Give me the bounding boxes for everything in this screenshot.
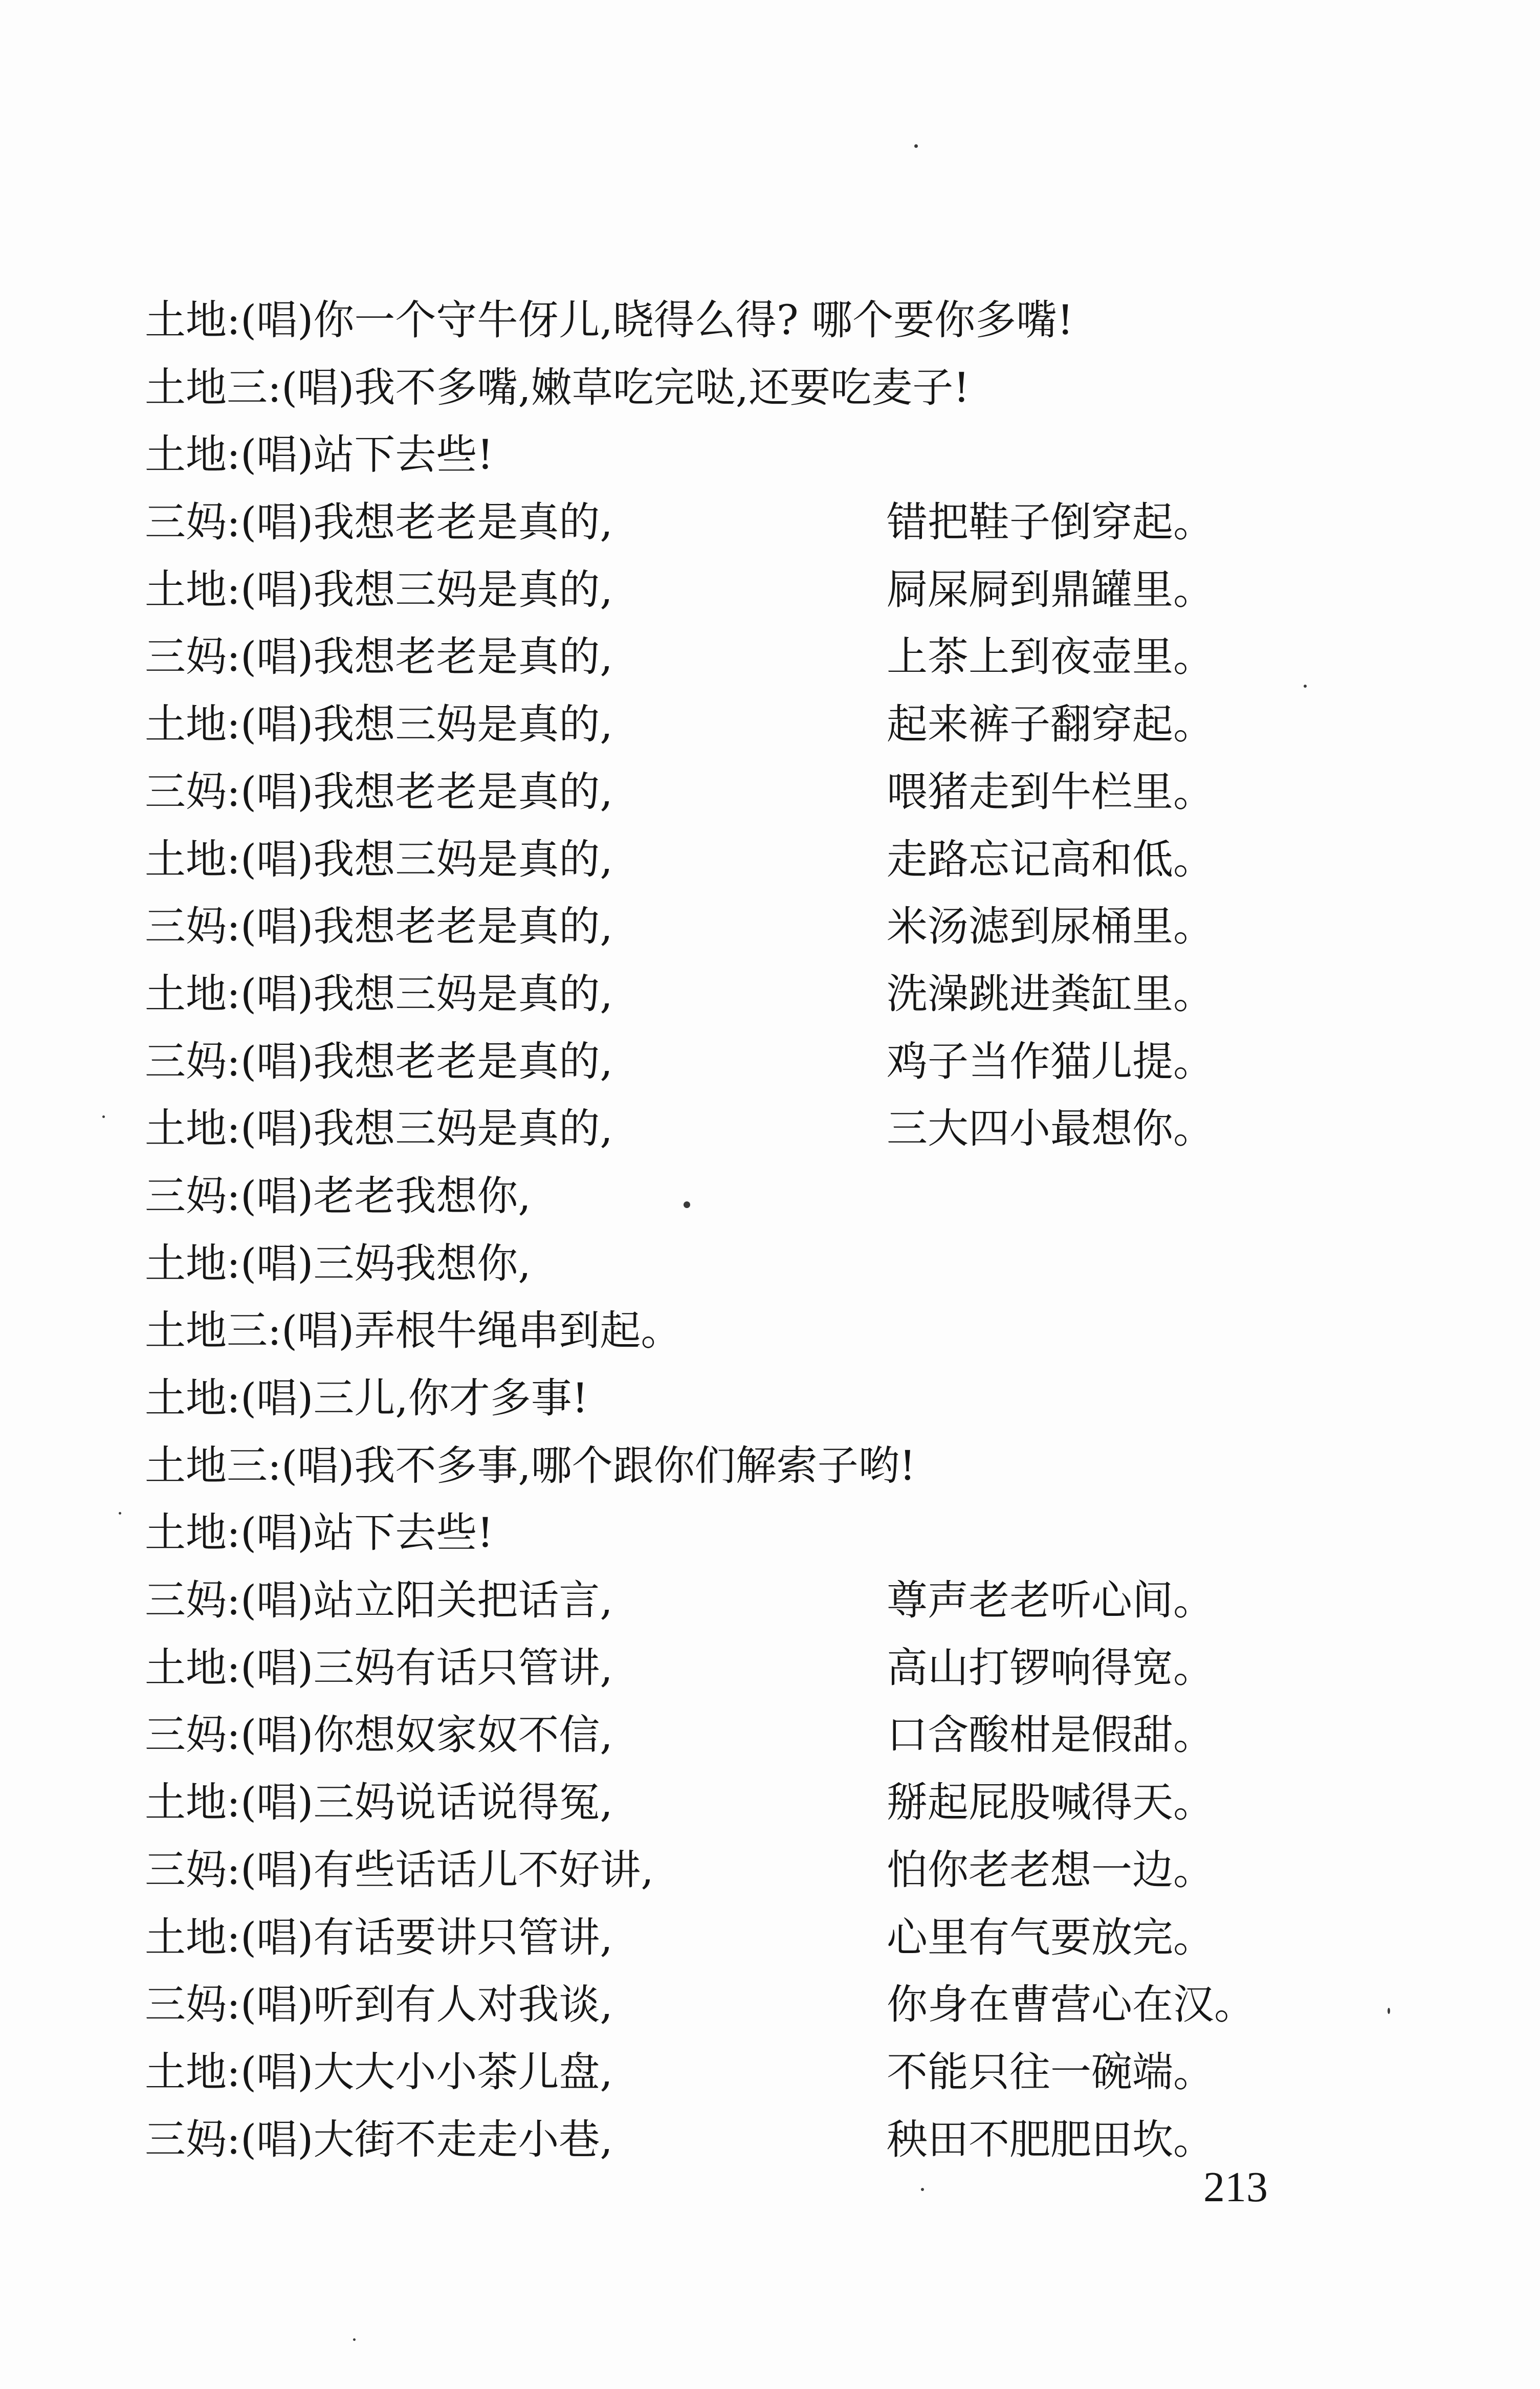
scan-speck bbox=[684, 1201, 690, 1208]
script-line bbox=[145, 1230, 1388, 1298]
verse-second-half: 鸡子当作猫儿提。 bbox=[887, 1037, 1214, 1085]
verse-first-half: 土地:(唱)我想三妈是真的, bbox=[145, 700, 613, 749]
verse-first-half: 土地:(唱)三妈有话只管讲, bbox=[145, 1643, 613, 1692]
verse-second-half: 错把鞋子倒穿起。 bbox=[887, 498, 1214, 546]
line-text: 土地三:(唱)我不多嘴,嫩草吃完哒,还要吃麦子! bbox=[145, 363, 970, 411]
verse-first-half: 土地:(唱)大大小小茶儿盘, bbox=[145, 2048, 613, 2096]
verse-second-half: 口含酸柑是假甜。 bbox=[887, 1711, 1214, 1759]
script-line bbox=[145, 1297, 1388, 1365]
verse-first-half: 土地:(唱)有话要讲只管讲, bbox=[145, 1913, 613, 1961]
verse-line bbox=[145, 2106, 1388, 2174]
verse-second-half: 你身在曹营心在汉。 bbox=[887, 1981, 1255, 2029]
verse-first-half: 三妈:(唱)你想奴家奴不信, bbox=[145, 1711, 613, 1759]
script-line bbox=[145, 354, 1388, 422]
line-text: 土地三:(唱)弄根牛绳串到起。 bbox=[145, 1307, 682, 1355]
verse-line bbox=[145, 960, 1388, 1028]
verse-line bbox=[145, 623, 1388, 691]
scan-speck bbox=[102, 1115, 105, 1118]
script-line bbox=[145, 1432, 1388, 1500]
scan-speck bbox=[921, 2188, 924, 2191]
verse-line bbox=[145, 758, 1388, 826]
verse-first-half: 三妈:(唱)我想老老是真的, bbox=[145, 633, 613, 681]
verse-second-half: 上茶上到夜壶里。 bbox=[887, 633, 1214, 681]
verse-second-half: 秧田不肥肥田坎。 bbox=[887, 2115, 1214, 2163]
verse-line bbox=[145, 826, 1388, 893]
scan-speck bbox=[353, 2338, 356, 2341]
verse-second-half: 不能只往一碗端。 bbox=[887, 2048, 1214, 2096]
line-text: 土地:(唱)站下去些! bbox=[145, 1509, 494, 1557]
verse-second-half: 洗澡跳进粪缸里。 bbox=[887, 970, 1214, 1018]
line-text: 土地:(唱)你一个守牛伢儿,晓得么得? 哪个要你多嘴! bbox=[145, 296, 1074, 344]
script-line bbox=[145, 1365, 1388, 1432]
verse-line bbox=[145, 691, 1388, 758]
verse-second-half: 三大四小最想你。 bbox=[887, 1105, 1214, 1153]
scan-speck bbox=[914, 144, 918, 148]
verse-first-half: 土地:(唱)三妈说话说得冤, bbox=[145, 1779, 613, 1827]
verse-line bbox=[145, 1701, 1388, 1769]
script-line bbox=[145, 1163, 1388, 1230]
verse-first-half: 土地:(唱)我想三妈是真的, bbox=[145, 835, 613, 883]
line-text: 土地:(唱)站下去些! bbox=[145, 431, 494, 479]
scan-speck bbox=[119, 1512, 121, 1515]
verse-line bbox=[145, 1971, 1388, 2039]
verse-second-half: 走路忘记高和低。 bbox=[887, 835, 1214, 883]
verse-first-half: 三妈:(唱)大街不走走小巷, bbox=[145, 2115, 613, 2163]
verse-second-half: 高山打锣响得宽。 bbox=[887, 1643, 1214, 1692]
verse-first-half: 三妈:(唱)有些话话儿不好讲, bbox=[145, 1846, 654, 1894]
verse-second-half: 屙屎屙到鼎罐里。 bbox=[887, 565, 1214, 613]
script-line bbox=[145, 287, 1388, 354]
verse-first-half: 三妈:(唱)我想老老是真的, bbox=[145, 768, 613, 816]
line-text: 土地三:(唱)我不多事,哪个跟你们解索子哟! bbox=[145, 1441, 916, 1489]
line-text: 三妈:(唱)老老我想你, bbox=[145, 1172, 531, 1220]
verse-second-half: 喂猪走到牛栏里。 bbox=[887, 768, 1214, 816]
scan-speck bbox=[1304, 685, 1307, 688]
verse-first-half: 三妈:(唱)我想老老是真的, bbox=[145, 1037, 613, 1085]
verse-line bbox=[145, 1904, 1388, 1971]
script-lines bbox=[145, 287, 1388, 2173]
verse-second-half: 心里有气要放完。 bbox=[887, 1913, 1214, 1961]
verse-second-half: 起来裤子翻穿起。 bbox=[887, 700, 1214, 749]
verse-line bbox=[145, 1836, 1388, 1904]
scan-speck bbox=[1388, 2008, 1390, 2014]
verse-first-half: 土地:(唱)我想三妈是真的, bbox=[145, 565, 613, 613]
line-text: 土地:(唱)三儿,你才多事! bbox=[145, 1374, 588, 1422]
verse-second-half: 米汤滤到尿桶里。 bbox=[887, 903, 1214, 951]
verse-line bbox=[145, 1769, 1388, 1836]
verse-first-half: 三妈:(唱)我想老老是真的, bbox=[145, 498, 613, 546]
verse-first-half: 土地:(唱)我想三妈是真的, bbox=[145, 1105, 613, 1153]
verse-first-half: 三妈:(唱)我想老老是真的, bbox=[145, 903, 613, 951]
script-line bbox=[145, 421, 1388, 489]
page-number: 213 bbox=[1203, 2163, 1268, 2211]
verse-second-half: 怕你老老想一边。 bbox=[887, 1846, 1214, 1894]
verse-second-half: 尊声老老听心间。 bbox=[887, 1576, 1214, 1625]
verse-second-half: 掰起屁股喊得天。 bbox=[887, 1779, 1214, 1827]
verse-line bbox=[145, 2039, 1388, 2106]
verse-line bbox=[145, 1095, 1388, 1163]
verse-line bbox=[145, 1028, 1388, 1095]
verse-line bbox=[145, 893, 1388, 960]
verse-first-half: 土地:(唱)我想三妈是真的, bbox=[145, 970, 613, 1018]
verse-first-half: 三妈:(唱)站立阳关把话言, bbox=[145, 1576, 613, 1625]
verse-first-half: 三妈:(唱)听到有人对我谈, bbox=[145, 1981, 613, 2029]
script-line bbox=[145, 1499, 1388, 1567]
verse-line bbox=[145, 489, 1388, 556]
verse-line bbox=[145, 1567, 1388, 1634]
verse-line bbox=[145, 1634, 1388, 1702]
line-text: 土地:(唱)三妈我想你, bbox=[145, 1239, 531, 1287]
verse-line bbox=[145, 556, 1388, 624]
